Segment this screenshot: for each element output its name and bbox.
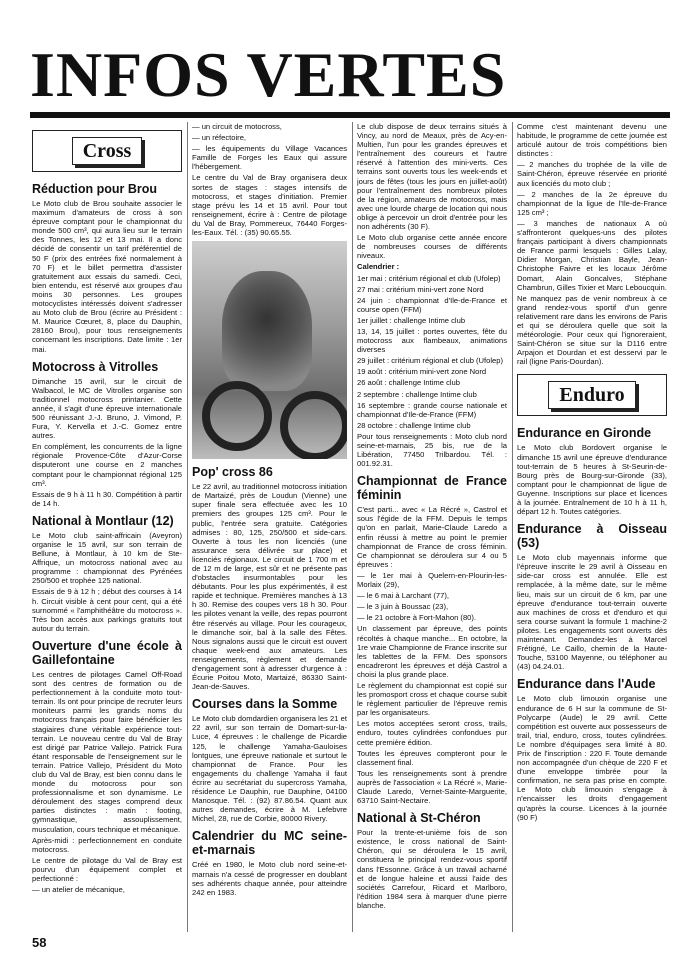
gaillefontaine-text-4: Le centre du Val de Bray organisera deux sortes de stages : stages intensifs de motocross, et stages d'initiation. Premier stage prévu les 14 et 15 avril. Pour tout renseignement, écrire à : Centre de pilotage du Val de Bray, Pommereux, 76440 Forges-les-Eaux. Tél. : (35) 90.65.55.: [192, 173, 347, 238]
aude-heading: Endurance dans l'Aude: [517, 677, 656, 692]
calendrier-item: 26 août : challenge Intime club: [357, 378, 461, 388]
feminin-text-4: Les motos acceptées seront cross, trails, enduro, toutes cylindrées confondues pur cette première édition.: [357, 719, 507, 747]
popcross-text: Le 22 avril, au traditionnel motocross initiation de Martaizé, près de Loudun (Vienne) une super finale sera effectuée avec les 10 premiers des groupes 125 cm³. Pour le public, l'entrée sera gratuite. Catégories admises : 80, 125, 250/500 et side-cars. Ouverte à tous les non licenciés (une assurance sera délivrée sur place) et licenciés régionaux. Le circuit de 1 700 m et de 12 m de large, est sûr et ne présente pas d'obstacles insurmontables pour les débutants. Pour les plus expérimentés, il est rapide et technique. Premières manches à 13 h 30. Remise des coupes vers 18 h 30. Pour les pilotes venant la veille, des repas pourront être réservés au village. Pour les courageux, le dimanche soir, bal à la salle des Fêtes. Nous signalons aussi que le circuit est ouvert chaque week-end aux amateurs. Les renseignements, règlement et demande d'engagement sont à adresser d'urgence à : Écurie Poitou Moto, Martaizé, 86330 Saint-Jean-de-Sauves.: [192, 482, 347, 692]
feminin-list-item: — le 1er mai à Quelern-en-Plourin-les-Morlaix (29),: [357, 570, 507, 590]
gaillefontaine-text-2: Après-midi : perfectionnement en conduite motocross.: [32, 835, 182, 854]
calendrier-item: 16 septembre : grande course nationale et championnat d'Ile-de-France (FFM): [357, 400, 507, 419]
column-3: [357, 122, 507, 932]
stcheron-list-item: — 2 manches du trophée de la ville de Saint-Chéron, épreuve réservée en priorité aux licenciés du moto club ;: [517, 160, 667, 188]
column-2: [192, 122, 347, 932]
calendrier-item: 1er mai : critérium régional et club (Ufolep): [357, 273, 501, 283]
gaillefontaine-text-3: Le centre de pilotage du Val de Bray est pourvu d'un équipement complet et perfectionné :: [32, 855, 182, 883]
column-divider: [352, 122, 353, 932]
feminin-heading: Championnat de France féminin: [357, 474, 507, 503]
calendrier-item: 29 juillet : critérium régional et club (Ufolep): [357, 356, 504, 366]
montlaur-heading: National à Montlaur (12): [32, 513, 174, 528]
oisseau-text: Le Moto club mayennais informe que l'épreuve inscrite le 29 avril à Oisseau en side-car cross est annulée. Elle est remplacée, à la même date, sur le même lieu, mais sur un circuit de 6 km, par une épreuve d'endurance tout-terrain ouverte aux machines de cross et d'enduro et qui sera course suivant la formule 1 machine-2 pilotes. Les engagements sont ouverts dès maintenant. Demandez-les à Marcel Frétigné, Le Caillo, chemin de la Haute-Touche, 53100 Mayenne, ou téléphoner au (43) 04.24.01.: [517, 553, 667, 672]
article-page: [32, 122, 670, 932]
wheel-shape: [280, 391, 347, 459]
somme-heading: Courses dans la Somme: [192, 697, 338, 712]
gironde-heading: Endurance en Gironde: [517, 426, 652, 441]
feminin-list-item: — le 21 octobre à Fort-Mahon (80).: [357, 613, 477, 623]
calendrier-heading: Calendrier du MC seine-et-marnais: [192, 829, 347, 858]
gaillefontaine-heading: Ouverture d'une école à Gaillefontaine: [32, 638, 182, 667]
feminin-text-2: Un classement par épreuve, des points récoltés à chaque manche... En octobre, la 1re vraie Championne de France inscrite sur les tablettes de la FFM. Des sponsors encadreront les épreuves et déjà Castrol a choisi la plus grande place.: [357, 624, 507, 679]
calendrier-subheading: Calendrier :: [357, 262, 400, 272]
montlaur-text: Le Moto club saint-affricain (Aveyron) organise le 15 avril, sur son terrain de Bellune, à Montlaur, à 10 km de Ste-Affrique, un motocross national avec au programme : championnat des Pyrénées 250/500 et trophée 125 national.: [32, 530, 182, 586]
somme-text: Le Moto club domdardien organisera les 21 et 22 avril, sur son terrain de Domart-sur-la-Luce, 4 épreuves : le challenge de Picardie 125, le challenge Yamaha-Gauloises lontgues, une épreuve nationale et surtout le championnat de France. Pour les engagements du challenge Yamaha il faut écrire au secrétariat du supercross Yamaha, résidence Le Dauphin, rue Dauphine, 04100 Manosque. Tél. : (92) 87.86.54. Quant aux autres demandes, écrire à M. Lefebvre Michel, 28, rue de Corbie, 80000 Rivery.: [192, 714, 347, 824]
calendrier-item: 13, 14, 15 juillet : portes ouvertes, fête du motocross aux flambeaux, animations diverses: [357, 326, 507, 355]
calendrier-text-4: Pour tous renseignements : Moto club nord seine-et-marnais, 25 bis, rue de la Libération, 77450 Trilbardou. Tél. : 001.92.31.: [357, 431, 507, 469]
feminin-list-item: — le 3 juin à Boussac (23),: [357, 602, 449, 612]
calendrier-text-2: Le club dispose de deux terrains situés à Vincy, au nord de Meaux, près de Acy-en-Multien, l'un pour les grandes épreuves et l'entraînement des coureurs et l'autre réservé à l'attention des mini-verts. Ces terrains sont ouverts tous les week-ends et jours de fêtes (tous les jours en juillet-août) pour l'entraînement des nombreux pilotes de la région, amateurs de motocross, mais avec une lourde charge de location qui nous oblige à percevoir un droit d'entrée pour les non adhérents (30 F).: [357, 122, 507, 232]
enduro-section-label: Enduro: [548, 381, 635, 409]
column-divider: [187, 122, 188, 932]
gaillefontaine-list-item: — un atelier de mécanique,: [32, 885, 125, 895]
gaillefontaine-list-item: — un circuit de motocross,: [192, 122, 282, 131]
stcheron-text-2: Comme c'est maintenant devenu une habitude, le programme de cette journée est articulé autour de trois compétitions bien distinctes :: [517, 122, 667, 159]
calendrier-item: 19 août : critérium mini-vert zone Nord: [357, 367, 487, 377]
stcheron-heading: National à St-Chéron: [357, 811, 481, 826]
cross-section-box: [32, 130, 182, 172]
page-number: 58: [32, 935, 47, 950]
brou-text: Le Moto club de Brou souhaite associer le maximum d'amateurs de cross à son épreuve comptant pour le championnat du monde 500 cm³, qui aura lieu sur le terrain des Tonnes, les 12 et 13 mai. Il a donc décidé de consentir un tarif préférentiel de 50 F (prix des entrées fixé normalement à 70 F) et le billet permettra d'assister gratuitement aux essais du samedi. Ceci, bien entendu, est réservé aux groupes d'au moins 30 personnes. Les groupes motocyclistes intéressés doivent s'adresser au Moto club de Brou (écrire au Président : M. Maurice Cœuret, 8, place du Dauphin, 28160 Brou), pour tous renseignements concernant les inscriptions. Date limite : 1er mai.: [32, 199, 182, 354]
stcheron-list-item: — 3 manches de nationaux A où s'affronteront quelques-uns des pilotes français participant à divers championnats de France parmi lesquels : Gilles Lalay, Didier Morgan, Christian Bayle, Jean-Christophe Faivre et les locaux Jérôme Domart, Alain Goncalves, Stéphane Chambrun, Gilles Tixier et Marc Leboucquin.: [517, 218, 667, 292]
vitrolles-text-3: Essais de 9 h à 11 h 30. Compétition à partir de 14 h.: [32, 489, 182, 508]
calendrier-text: Créé en 1980, le Moto club nord seine-et-marnais n'a cessé de progresser en doublant ses adhérents chaque année, pour atteindre 242 en 1983.: [192, 860, 347, 897]
feminin-list-item: — le 6 mai à Larchant (77),: [357, 591, 450, 601]
vitrolles-text: Dimanche 15 avril, sur le circuit de Walbacol, le MC de Vitrolles organise son traditionnel motocross printanier. Cette année, il s'agit d'une épreuve internationale 500 réunissant J.-J. Bruno, J. Vimond, P. Fura, Y. Kervella et J.-C. Gomez entre autres.: [32, 376, 182, 441]
calendrier-item: 27 mai : critérium mini-vert zone Nord: [357, 284, 484, 294]
calendrier-item: 24 juin : championnat d'Ile-de-France et course open (FFM): [357, 295, 507, 314]
feminin-text-3: Le règlement du championnat est copié sur les promosport cross et chaque course subit le règlement particulier de l'épreuve remis par les organisateurs.: [357, 680, 507, 718]
gaillefontaine-list-item: — un réfectoire,: [192, 133, 247, 143]
calendrier-text-3: Le Moto club organise cette année encore de nombreuses courses de différents niveaux.: [357, 233, 507, 261]
cross-section-label: Cross: [72, 137, 143, 165]
calendrier-item: 1er juillet : challenge Intime club: [357, 315, 466, 325]
brou-heading: Réduction pour Brou: [32, 182, 157, 196]
column-1: [32, 122, 182, 932]
wheel-shape: [202, 381, 272, 451]
feminin-text-5: Toutes les épreuves compteront pour le classement final.: [357, 748, 507, 767]
vitrolles-text-2: En complément, les concurrents de la ligne régionale Provence-Côte d'Azur-Corse disputeront une course en 2 manches comptant pour le championnat régional 125 cm³.: [32, 442, 182, 488]
calendrier-item: 28 octobre : challenge Intime club: [357, 420, 471, 430]
motocross-photo: [192, 241, 347, 459]
stcheron-list-item: — 2 manches de la 2e épreuve du championnat de la ligue de l'Ile-de-France 125 cm³ ;: [517, 189, 667, 217]
masthead-title: INFOS VERTES: [30, 39, 507, 110]
calendrier-item: 2 septembre : challenge Intime club: [357, 389, 477, 399]
oisseau-heading: Endurance à Oisseau (53): [517, 522, 667, 551]
gironde-text: Le Moto club Bordovert organise le dimanche 15 avril une épreuve d'endurance tout-terrain de 5 heures à St-Seurin-de-Bourg près de Bourg-sur-Gironde (33), comptant pour le championnat de ligue de Guyenne. Inscriptions sur place et licences à la journée. Entraînement de 10 h à 11 h, départ 12 h. Toutes catégories.: [517, 443, 667, 517]
stcheron-text: Pour la trente-et-unième fois de son existence, le cross national de Saint-Chéron, qui se déroulera le 15 avril, constituera le principal rendez-vous sportif dans l'Essonne. Grâce à un travail acharné et de longue haleine et aussi l'aide des sociétés Carrefour, Ricard et Marlboro, l'édition 1984 sera à marquer d'une pierre blanche.: [357, 828, 507, 910]
rider-shape: [222, 271, 312, 391]
stcheron-text-3: Ne manquez pas de venir nombreux à ce grand rendez-vous sportif d'un genre relativement rare dans les environs de Paris et qui se déroulera quelle que soit la météorologie. Pour ceux qui l'ignoreraient, Saint-Chéron se situe sur la D116 entre Arpajon et Dourdan et est desservi par le rail (ligne Paris-Dourdan).: [517, 293, 667, 367]
feminin-text: C'est parti... avec « La Récré », Castrol et sous l'égide de la FFM. Depuis le temps qu'on en parlait, Marie-Claude Laredo a enfin réussi à mettre au point le premier championnat de France de cross féminin. Ce championnat se déroulera sur 4 ou 5 épreuves :: [357, 505, 507, 569]
montlaur-text-2: Essais de 9 à 12 h ; début des courses à 14 h. Circuit visible à cent pour cent, qui a été surnommé « l'amphithéâtre du motocross ». Très bon accès aux parkings gratuits tout autour du terrain.: [32, 587, 182, 633]
aude-text: Le Moto club limouxin organise une endurance de 6 H sur la commune de St-Polycarpe (Aude) le 29 avril. Cette compétition est ouverte aux possesseurs de trail, trial, enduro, cross, toutes cylindrées. Le nombre d'équipages sera limité à 80. Prix de l'inscription : 220 F. Toute demande non accompagnée d'un chèque de 220 F et d'une enveloppe timbrée pour la confirmation, ne sera pas prise en compte. Le Moto club limouxin s'engage à n'encaisser les droits d'engagement qu'après la course. Licences à la journée (90 F): [517, 694, 667, 822]
column-4: [517, 122, 667, 932]
column-divider: [512, 122, 513, 932]
enduro-section-box: [517, 374, 667, 416]
feminin-text-6: Tous les renseignements sont à prendre auprès de l'association « La Récré », Marie-Claude Laredo, Vernet-Sainte-Marguerite, 63710 Saint-Nectaire.: [357, 768, 507, 806]
vitrolles-heading: Motocross à Vitrolles: [32, 359, 159, 374]
masthead-rule: [30, 112, 670, 118]
gaillefontaine-text: Les centres de pilotages Camel Off-Road sont des centres de formation ou de perfectionnement à la conduite moto tout-terrain. Ils ont pour principe de recruter leurs moniteurs parmi les grands noms du motocross français pour faire bénéficier les stagiaires d'une véritable expérience tout-terrain. Le nouveau centre du Val de Bray est dirigé par Patrice Vallejo. Patrick Fura étant responsable de l'enseignement sur le terrain. Patrice Vallejo, Président du Moto club du Val de Bray, est bien connu dans le monde du motocross pour son professionnalisme et son dynamisme. Le déroulement des stages comprend deux parties distinctes : matin : footing, gymnastique, assouplissement, musculation, cours technique et mécanique.: [32, 669, 182, 834]
gaillefontaine-list-item: — les équipements du Village Vacances Famille de Forges les Eaux qui assure l'hébergement.: [192, 144, 347, 172]
popcross-heading: Pop' cross 86: [192, 465, 273, 480]
